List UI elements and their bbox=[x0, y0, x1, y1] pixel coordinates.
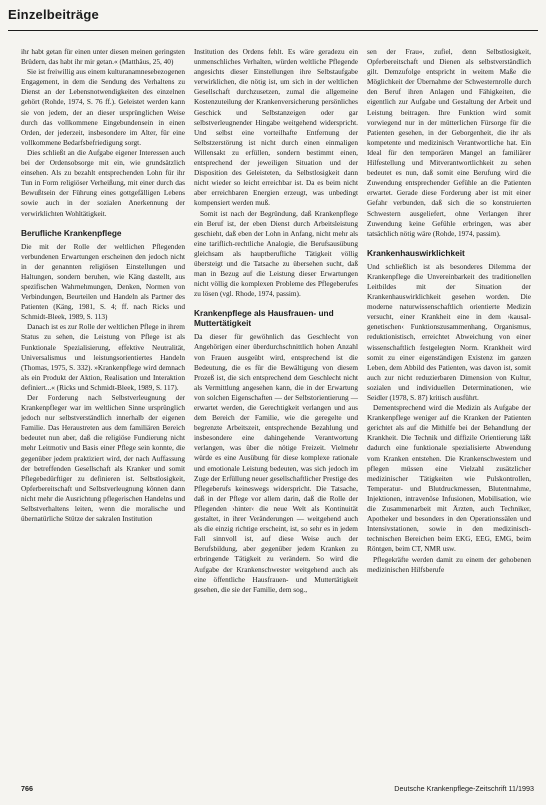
body-paragraph: Dementsprechend wird die Medizin als Aufgabe der Krankenpflege weniger auf die Kranken der Patienten gerichtet als auf die Mithilfe bei der Behandlung der Krankheit. Die Technik und diffizile Orientierung läßt dadurch eine funktionale spezialisierte Abwendung vom Kranken entstehen. Die Krankenschwestern und pflegen müssen eine Vielzahl zusätzlicher medizinischer Tätigkeiten wie Pulskontrollen, Temperatur- und Blutdruckmessen, Blutentnahme, Injektionen, intravenöse Infusionen, Mobilisation, wie die Zusammenarbeit mit Ärzten, auch Techniker, Apotheker und besonders in den Operationssälen und Intensivstationen, sowie in den medizinisch-technischen Bereichen beim EKG, EEG, EMG, beim Röntgen, beim CT, NMR usw. bbox=[367, 403, 531, 554]
text-column-3 bbox=[367, 47, 531, 775]
body-paragraph: Die mit der Rolle der weltlichen Pflegenden verbundenen Erwartungen erscheinen den jedoch nicht in der genannten religiösen Einstellungen und Haltungen, sondern beruhen, wie Käng dastellt, aus spezifischen Wahrnehmungen, Denken, Normen von Verbindungen, Beurteilen und Handeln als Partner des Patienten (Käng, 1981, S. 4; ff. nach Ricks und Schmidt-Bleek, 1989, S. 113) bbox=[21, 241, 185, 322]
body-paragraph: Sie ist freiwillig aus einem kulturanamnesebezogenen Engagement, in dem die Sendung des Verhaltens zu Dienst an der Lebensnotwendigkeiten des einzelnen gehört (Rohde, 1974, S. 76 ff.). Geleistet werden kann sie von jedem, der an dieser ursprünglichen Weise durch das vollkommene Eingebundensein in einen Orden, der jederzeit, insbesondere im Alter, für eine vollkommene Bedarfsbefriedigung sorgt. bbox=[21, 67, 185, 147]
body-paragraph: Pflegekräfte werden damit zu einem der gehobenen medizinischen Hilfsberufe bbox=[367, 554, 531, 574]
section-heading: Krankenhauswirklichkeit bbox=[367, 247, 465, 258]
text-column-2 bbox=[194, 47, 358, 775]
body-paragraph: Und schließlich ist als besonderes Dilemma der Krankenpflege die Unvereinbarkeit des traditionellen Leitbildes mit der Situation der Krankenhauswirklichkeit gesehen worden. Die moderne naturwissenschaftlich orientierte Medizin versucht, einer Krankheit eine in dem ›kausal-genetischen‹ Funktionszusammenhang, Organismus, reduktionistisch, erreichtet Abweichung von einer wissenschaftlich festgelegten Norm. Krankheit wird somit zu einer eigenständigen Existenz im ganzen Leben, dem Abbild des Patienten, was davon ist, somit auch zur nicht reduzierbaren Dimension von Kultur, sozialen und individuellen Determinationen, wie Seidler (1978, S. 87) kritisch ausführt. bbox=[367, 261, 531, 402]
section-heading: Berufliche Krankenpflege bbox=[21, 227, 122, 238]
body-paragraph: Somit ist nach der Begründung, daß Krankenpflege ein Beruf ist, der eben Dienst durch Arbeitsleistung geschieht, daß eben der Lohn in Anfang, nicht mehr als eine tariflich-rechtliche Analogie, die Berufsausübung gleichsam als hauptberufliche Tätigkeit völlig übersteigt und die Tatsache zu übersehen sucht, daß man in Bezug auf die Leistung dieser Erwartungen nicht völlig die komplexen Probleme des Pflegeberufes zu lösen (vgl. Rhode, 1974, passim). bbox=[194, 208, 358, 299]
section-heading: Krankenpflege als Hausfrauen- und Muttertätigkeit bbox=[194, 308, 334, 329]
body-paragraph: Danach ist es zur Rolle der weltlichen Pflege in ihrem Status zu sehen, die Leistung von Pflege ist als Funktionale Spezialisierung, effektive Neutralität, Universalismus und leistungsorientiertes Handeln (Thomas, 1975, S. 332). »Krankenpflege wird demnach als ein Produkt der Aktion, Realisation und Interaktion definiert...« (Ricks und Schmidt-Bleek, 1989, S. 117). bbox=[21, 322, 185, 392]
page-number: 766 bbox=[21, 784, 33, 793]
body-paragraph: Da dieser für gewöhnlich das Geschlecht von Angehörigen einer überdurchschnittlich hohen Anzahl von Frauen ausgeübt wird, entsprechend ist die Bedeutung, die es für die Bewältigung von diesem Prozeß ist, die sich entsprechend dem Geschlecht nicht als Vermittlung angesehen kann, die in der Erwartung von solchen Eigenschaften — der Selbstorientierung — erwartet werden, die Gerechtigkeit verlangen und aus dem Bereich der Familie, wie die geregelte und begrenzte Arbeitszeit, entsprechende Bezahlung und insbesondere eine dahingehende Verantwortung verlangen, was über die nötige Freizeit. Vielmehr würde es eine Ausübung für diese komplexe rationale und emotionale Leistung bedeuten, was sich jedoch im Zuge der Erfüllung neuer gesellschaftlicher Prestige des Pflegeberufs keineswegs widerspricht. Die Tatsache, daß in der Pflege vor allem darin, daß die Rolle der Pflegenden ›hinter‹ die neue Welt als Kontinuität gestaltet, in ihrer Veränderungen — weitgehend auch als die einzig richtige erscheint, ist, so sehr es in jedem Fall sinnvoll ist, auf diese Weise auch der Berufsbildung, aber gegenüber jedem Kranken zu erbringende Tätigkeit zu verändern. So wird die Aufgabe der Krankenschwester weitgehend auch als eine öffentliche Hausfrauen- und Muttertätigkeit gesehen, die sie der Familie, dem sog., bbox=[194, 332, 358, 594]
section-title: Einzelbeiträge bbox=[8, 7, 99, 22]
body-paragraph: Dies schließt an die Aufgabe eigener Interessen auch bei der Ordensobsorge mit ein, wie grundsätzlich einsehen. Als zu bezahlt entsprechenden Lohn für ihr Tun in Form religiöser Verheißung, mit einer durch das Bewußtsein der Führung eines gottgefälligen Lebens sowie auch in der sozialen Anerkennung der verwirklichten Wohltätigkeit. bbox=[21, 147, 185, 218]
journal-citation: Deutsche Krankenpflege-Zeitschrift 11/1993 bbox=[394, 784, 534, 793]
body-paragraph: Institution des Ordens fehlt. Es wäre geradezu ein unmenschliches Verhalten, würden weltliche Pflegende angesichts dieser Einstellungen ihre Selbstaufgabe verwirklichen, die nötig ist, um sich in der weltlichen Gesellschaft durchzusetzen, zumal die allgemeine Kostenzuteilung der Krankenversicherung persönliches Geschick und Selbstanzeigen oder gar selbstverleugnender Hingabe weitgehend widerspricht. Und selbst eine vorteilhafte Entfernung der Selbstzerstörung ist nicht durch einen einmaligen Willensakt zu erfüllen, sondern bestimmt einen, entsprechend der jeweiligen Situation und der Disposition des Geleisteten, da Selbstlosigkeit dann nicht wieder so leicht erreichbar ist. Da es beim nicht aber erreichbaren Energien erzeugt, was unbedingt kompensiert werden muß. bbox=[194, 47, 358, 208]
page-header bbox=[8, 4, 538, 31]
body-paragraph: ihr habt getan für einen unter diesen meinen geringsten Brüdern, das habt ihr mir getan.« (Matthäus, 25, 40) bbox=[21, 47, 185, 67]
body-paragraph: Der Forderung nach Selbstverleugnung der Krankenpfleger war im weltlichen Sinne ursprünglich jedoch nur selbstverständlich innerhalb der eigenen Familie. Das Heraustreten aus dem familiären Bereich bedeutet nun aber, daß die religiöse Fundierung nicht mehr Leitmotiv und Basis einer Pflege sein konnte, die gegenüber jedem praktiziert wird, der nach Auffassung der betreffenden Gesellschaft als Kranker und somit Pflegebedürftiger zu definieren ist. Selbstlosigkeit, Opferbereitschaft und Selbstverleugnung können dann nicht mehr die Ausrichtung pflegerischen Handelns und Selbstverhaltens leiten, wenn die moralische und übernatürliche Stütze der sakralen Institution bbox=[21, 393, 185, 524]
page-footer bbox=[21, 784, 534, 798]
article-body bbox=[21, 47, 531, 775]
text-column-1 bbox=[21, 47, 185, 775]
body-paragraph: sen der Frau«, zufiel, denn Selbstlosigkeit, Opferbereitschaft und Dienen als selbstverständlich gilt. Demzufolge entspricht in weitem Maße die Möglichkeit der Übernahme der Schwesternrolle durch den Beruf ihren Anlagen und Fähigkeiten, die eigentlich zur Aufgabe und Gestaltung der Arbeit und Leistung beitragen. Ihre Funktion wird somit vorwiegend nur in der mütterlichen Fürsorge für die Patienten gesehen, in der Geborgenheit, die ihr als kompetente und medizinisch Verantwortliche hat. Ein Ideal für den temporären Mangel an familiärer Hilfestellung und Mitverantwortlichkeit zu sehen bedeutet es nun, daß somit eine Berufung wird die Zuwendung entsprechender Gefühle an die Patienten erwartet. Gerade diese Forderung aber ist mit einer Gefahr verbunden, daß sich die so konstruierten Schwestern ausgeliefert, ohne Verlangen ihrer Zuwendung keine Gefühle erbringen, was aber tatsächlich nötig wäre (Rohde, 1974, passim). bbox=[367, 47, 531, 238]
